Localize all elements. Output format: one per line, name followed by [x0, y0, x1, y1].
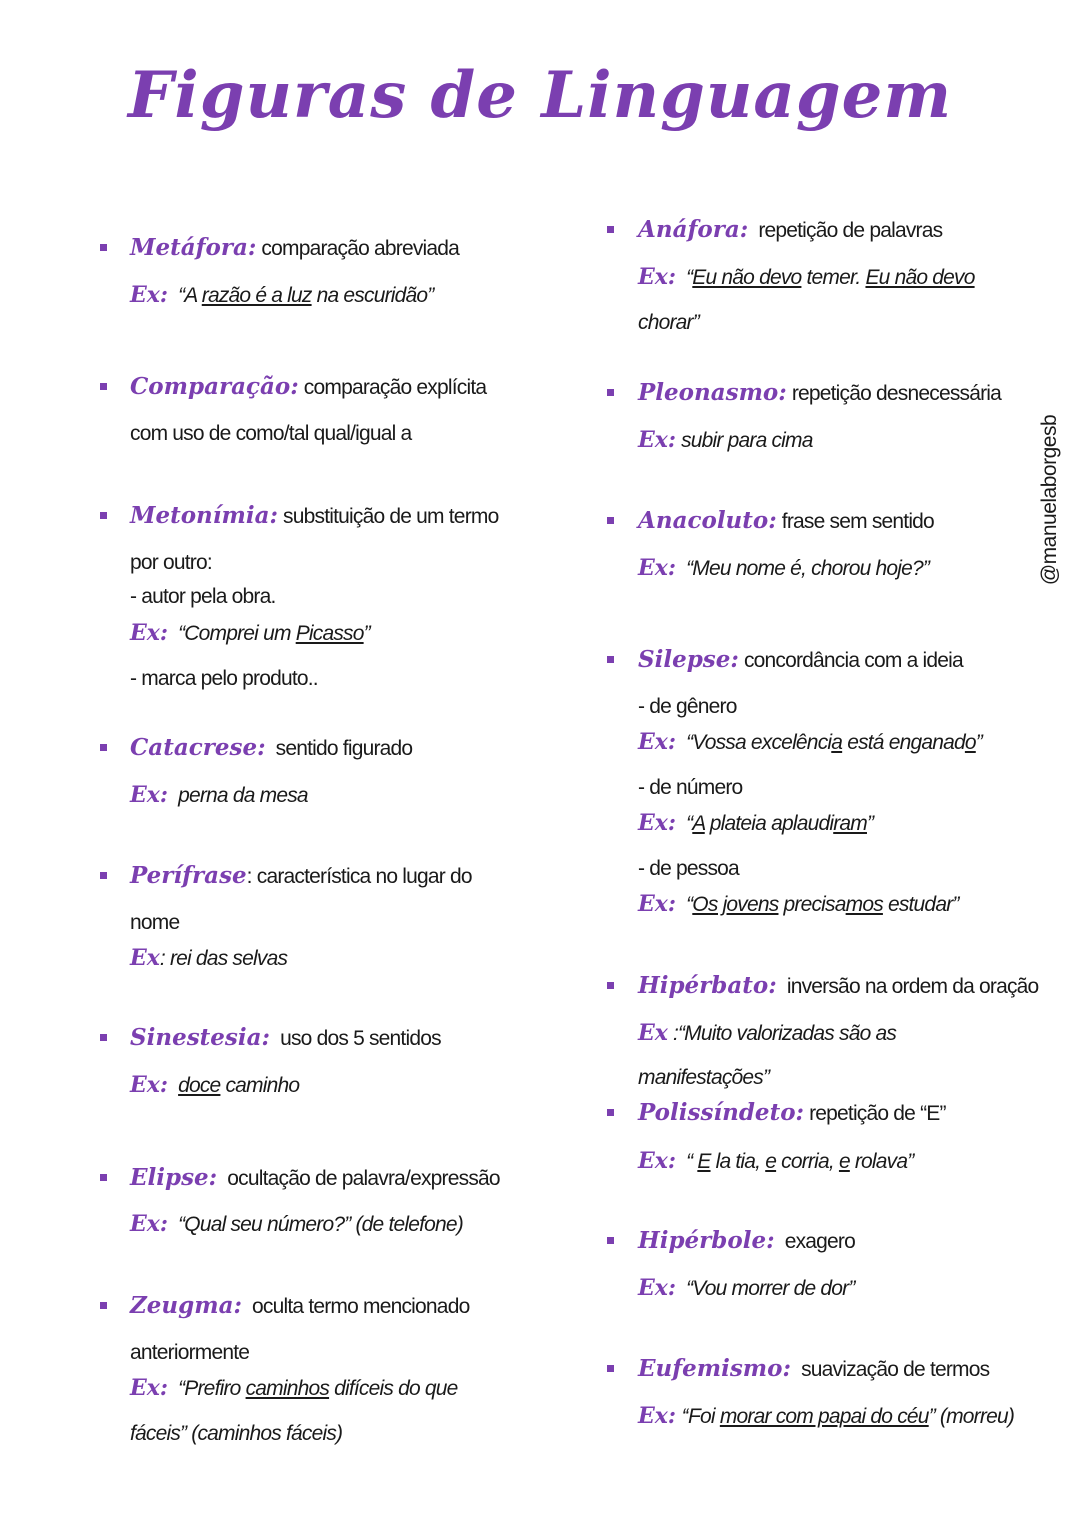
ex-label: Ex — [638, 1403, 668, 1429]
example-text: rolava” — [849, 1150, 914, 1173]
bullet — [607, 1109, 614, 1116]
example-underlined-text: e — [838, 1150, 850, 1173]
bullet — [100, 1174, 107, 1181]
example-underlined-text: ram — [833, 812, 867, 835]
term: Hipérbole — [638, 1227, 767, 1254]
entry-elipse-example: Ex: “Qual seu número?” (de telefone) — [130, 1211, 463, 1237]
entry-silepse-ex3: Ex: “Os jovens precisamos estudar” — [638, 891, 959, 917]
ex-label: Ex — [638, 1148, 668, 1174]
entry-polissindeto-head: Polissíndeto: repetição de “E” — [638, 1099, 946, 1126]
bullet — [607, 517, 614, 524]
bullet — [607, 226, 614, 233]
definition: frase sem sentido — [781, 510, 934, 533]
definition: suavização de termos — [801, 1358, 990, 1381]
definition: repetição desnecessária — [791, 382, 1002, 405]
example-underlined-text: mos — [845, 893, 883, 916]
example-text: difíceis do que — [329, 1377, 458, 1400]
example-underlined-text: Os jovens — [692, 893, 779, 916]
entry-metafora-example: Ex: “A razão é a luz na escuridão” — [130, 282, 434, 308]
ex-label: Ex — [638, 729, 668, 755]
ex-label: Ex — [638, 555, 668, 581]
definition: uso dos 5 sentidos — [280, 1027, 441, 1050]
example-text: ” — [975, 731, 982, 754]
example-underlined-text: o — [964, 731, 976, 754]
definition: comparação abreviada — [261, 237, 460, 260]
entry-hiperbato-example — [638, 1019, 896, 1048]
entry-metonimia-head: Metonímia: substituição de um termo — [130, 502, 499, 529]
example-text: :“Muito valorizadas são as — [672, 1022, 897, 1045]
example-text: “ — [686, 266, 693, 289]
term: Metáfora — [130, 234, 248, 261]
example-text: ” — [363, 622, 370, 645]
page-title: Figuras de Linguagem — [127, 58, 953, 133]
bullet — [100, 744, 107, 751]
ex-label: Ex — [638, 891, 668, 917]
definition: ocultação de palavra/expressão — [227, 1167, 500, 1190]
example-text: “ — [686, 1150, 698, 1173]
example-text: temer. — [801, 266, 866, 289]
example-underlined-text: morar com papai do céu — [719, 1405, 929, 1428]
entry-comparacao-head: Comparação: comparação explícita — [130, 373, 487, 400]
term: Pleonasmo — [638, 379, 779, 406]
entry-polissindeto-example: Ex: “ E la tia, e corria, e rolava” — [638, 1148, 914, 1174]
term: Elipse — [130, 1164, 209, 1191]
bullet — [607, 389, 614, 396]
ex-label: Ex — [130, 282, 160, 308]
bullet — [100, 872, 107, 879]
entry-catacrese-example: Ex: perna da mesa — [130, 782, 308, 808]
bullet — [100, 1302, 107, 1309]
example-text: subir para cima — [681, 429, 813, 452]
entry-perifrase-cont: nome — [130, 911, 180, 934]
example-text: precisa — [778, 893, 846, 916]
entry-pleonasmo-example: Ex: subir para cima — [638, 427, 813, 453]
entry-hiperbato-cont-it: manifestações” — [638, 1066, 770, 1089]
example-text: “Comprei um — [178, 622, 296, 645]
example-underlined-text: razão é a luz — [201, 284, 312, 307]
bullet — [607, 1237, 614, 1244]
example-text: la tia, — [710, 1150, 766, 1173]
example-text: ” — [866, 812, 874, 835]
term: Hipérbato — [638, 972, 769, 999]
example-underlined-text: caminhos — [245, 1377, 330, 1400]
entry-anafora-example: Ex: “Eu não devo temer. Eu não devo — [638, 264, 975, 290]
entry-perifrase-example — [130, 944, 287, 973]
entry-hiperbato-head: Hipérbato: inversão na ordem da oração — [638, 972, 1039, 999]
definition: oculta termo mencionado — [252, 1295, 470, 1318]
term: Eufemismo — [638, 1355, 783, 1382]
entry-metonimia-cont2: - autor pela obra. — [130, 585, 276, 608]
example-text: “Meu nome é, chorou hoje?” — [686, 557, 930, 580]
entry-pleonasmo-head: Pleonasmo: repetição desnecessária — [638, 379, 1002, 406]
ex-label: Ex — [638, 427, 668, 453]
example-text: “Vossa excelênci — [686, 731, 832, 754]
definition: repetição de “E” — [809, 1102, 946, 1125]
entry-silepse-ex2: Ex: “A plateia aplaudiram” — [638, 810, 874, 836]
term: Metonímia — [130, 502, 270, 529]
example-text: plateia aplaudi — [704, 812, 834, 835]
entry-perifrase-head — [130, 862, 472, 891]
entry-anacoluto-example: Ex: “Meu nome é, chorou hoje?” — [638, 555, 930, 581]
entry-silepse-g1: - de gênero — [638, 695, 737, 718]
entry-hiperbole-example: Ex: “Vou morrer de dor” — [638, 1275, 855, 1301]
entry-metafora-head: Metáfora: comparação abreviada — [130, 234, 460, 261]
example-text: perna da mesa — [178, 784, 308, 807]
term: Perífrase — [130, 862, 247, 889]
entry-silepse-g2: - de número — [638, 776, 743, 799]
entry-zeugma-cont: anteriormente — [130, 1341, 250, 1364]
ex-label: Ex — [130, 1072, 160, 1098]
ex-label: Ex — [130, 945, 160, 971]
entry-zeugma-head: Zeugma: oculta termo mencionado — [130, 1292, 470, 1319]
example-underlined-text: Picasso — [295, 622, 364, 645]
example-text: caminho — [220, 1074, 300, 1097]
entry-sinestesia-head: Sinestesia: uso dos 5 sentidos — [130, 1024, 441, 1051]
term: Catacrese — [130, 734, 258, 761]
bullet — [100, 1034, 107, 1041]
example-underlined-text: a — [831, 731, 843, 754]
entry-silepse-g3: - de pessoa — [638, 857, 739, 880]
example-text: na escuridão” — [311, 284, 434, 307]
example-underlined-text: A — [692, 812, 705, 835]
definition: concordância com a ideia — [743, 649, 963, 672]
example-underlined-text: e — [765, 1150, 777, 1173]
entry-silepse-head: Silepse: concordância com a ideia — [638, 646, 963, 673]
example-underlined-text: E — [697, 1150, 711, 1173]
entry-zeugma-cont-it: fáceis” (caminhos fáceis) — [130, 1422, 343, 1445]
bullet — [607, 1365, 614, 1372]
ex-label: Ex — [638, 1275, 668, 1301]
term: Zeugma — [130, 1292, 234, 1319]
example-text: está enganad — [842, 731, 965, 754]
example-underlined-text: Eu não devo — [692, 266, 802, 289]
definition: exagero — [784, 1230, 855, 1253]
definition: substituição de um termo — [283, 505, 499, 528]
entry-eufemismo-example: Ex: ‘‘Foi morar com papai do céu” (morreu) — [638, 1403, 1015, 1429]
example-text: estudar” — [882, 893, 959, 916]
entry-elipse-head: Elipse: ocultação de palavra/expressão — [130, 1164, 500, 1191]
entry-metonimia-cont3: - marca pelo produto.. — [130, 667, 318, 690]
example-underlined-text: doce — [178, 1074, 221, 1097]
bullet — [100, 383, 107, 390]
author-handle: @manuelaborgesb — [1038, 414, 1061, 586]
entry-zeugma-example: Ex: “Prefiro caminhos difíceis do que — [130, 1375, 458, 1401]
bullet — [100, 244, 107, 251]
example-text: “Qual seu número?” (de telefone) — [178, 1213, 463, 1236]
example-text: “Prefiro — [178, 1377, 246, 1400]
example-text: “A — [178, 284, 202, 307]
definition: comparação explícita — [303, 376, 487, 399]
definition: sentido figurado — [275, 737, 413, 760]
ex-label: Ex — [130, 1375, 160, 1401]
entry-hiperbole-head: Hipérbole: exagero — [638, 1227, 855, 1254]
entry-silepse-ex1: Ex: “Vossa excelência está enganado” — [638, 729, 982, 755]
example-text: “ — [686, 893, 693, 916]
example-text: ” (morreu) — [928, 1405, 1015, 1428]
ex-label: Ex — [638, 264, 668, 290]
term: Anáfora — [638, 216, 740, 243]
ex-label: Ex — [638, 810, 668, 836]
term: Comparação — [130, 373, 291, 400]
entry-catacrese-head: Catacrese: sentido figurado — [130, 734, 413, 761]
definition: repetição de palavras — [758, 219, 943, 242]
bullet — [100, 512, 107, 519]
definition: inversão na ordem da oração — [786, 975, 1039, 998]
entry-sinestesia-example: Ex: doce caminho — [130, 1072, 300, 1098]
bullet — [607, 982, 614, 989]
ex-label: Ex — [130, 1211, 160, 1237]
example-text: : rei das selvas — [159, 947, 288, 970]
entry-comparacao-cont: com uso de como/tal qual/igual a — [130, 422, 412, 445]
entry-anafora-head: Anáfora: repetição de palavras — [638, 216, 943, 243]
example-text: “Vou morrer de dor” — [686, 1277, 855, 1300]
entry-metonimia-example: Ex: “Comprei um Picasso” — [130, 620, 370, 646]
entry-anacoluto-head: Anacoluto: frase sem sentido — [638, 507, 934, 534]
example-text: ‘‘Foi — [681, 1405, 720, 1428]
term: Anacoluto — [638, 507, 769, 534]
example-text: corria, — [776, 1150, 839, 1173]
entry-metonimia-cont1: por outro: — [130, 551, 212, 574]
term: Sinestesia — [130, 1024, 262, 1051]
entry-eufemismo-head: Eufemismo: suavização de termos — [638, 1355, 990, 1382]
ex-label: Ex — [130, 782, 160, 808]
ex-label: Ex — [130, 620, 160, 646]
bullet — [607, 656, 614, 663]
definition: : característica no lugar do — [246, 865, 472, 888]
example-text: “ — [686, 812, 693, 835]
ex-label: Ex — [638, 1020, 668, 1046]
example-underlined-text: Eu não devo — [865, 266, 975, 289]
term: Polissíndeto — [638, 1099, 796, 1126]
term: Silepse — [638, 646, 731, 673]
entry-anafora-cont-it: chorar” — [638, 311, 699, 334]
